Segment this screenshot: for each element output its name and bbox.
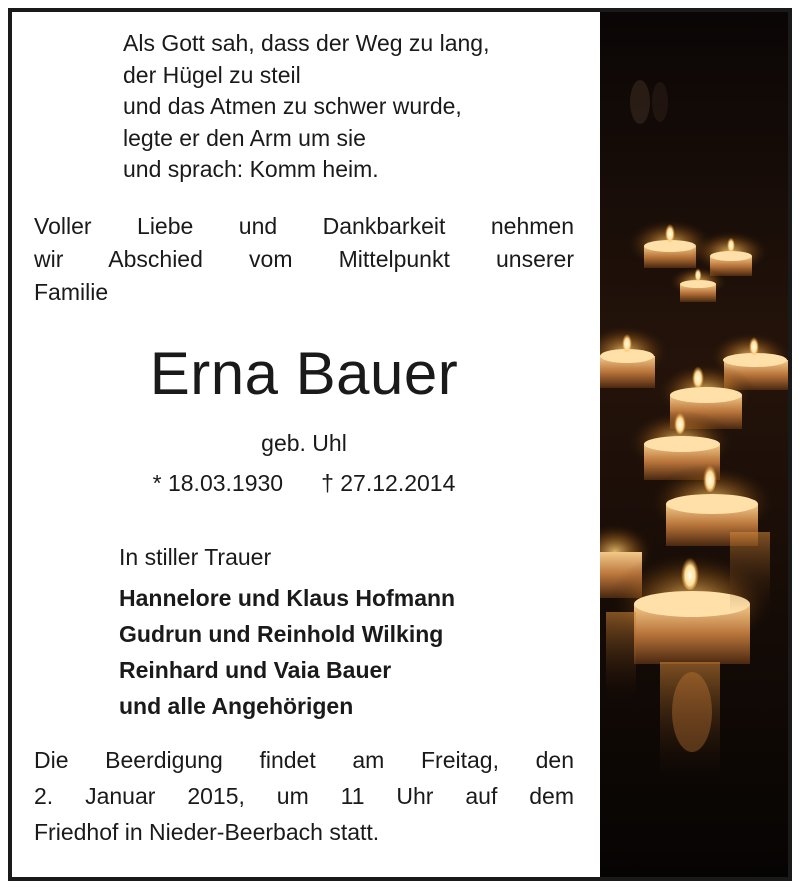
intro-text xyxy=(34,210,574,309)
poem-line: und sprach: Komm heim. xyxy=(123,156,379,182)
candles-image xyxy=(600,12,788,877)
deceased-name: Erna Bauer xyxy=(149,340,459,407)
family-member: Hannelore und Klaus Hofmann xyxy=(119,585,456,611)
poem-line: und das Atmen zu schwer wurde, xyxy=(123,93,462,119)
family-member: Reinhard und Vaia Bauer xyxy=(119,657,392,683)
funeral-line: Die Beerdigung findet am Freitag, den xyxy=(34,747,574,773)
candles-illustration xyxy=(600,12,788,877)
intro-line: Voller Liebe und Dankbarkeit nehmen xyxy=(34,213,574,239)
funeral-line: 2. Januar 2015, um 11 Uhr auf dem xyxy=(34,783,574,809)
life-dates xyxy=(34,468,574,498)
intro-line: wir Abschied vom Mittelpunkt unserer xyxy=(34,246,574,272)
obituary-notice xyxy=(8,8,792,881)
intro-line: Familie xyxy=(34,279,109,305)
poem-line: Als Gott sah, dass der Weg zu lang, xyxy=(123,30,490,56)
death-date: † 27.12.2014 xyxy=(321,470,456,496)
poem-line: der Hügel zu steil xyxy=(123,61,301,88)
poem xyxy=(123,28,593,186)
family-member: und alle Angehörigen xyxy=(119,693,354,719)
maiden-name: geb. Uhl xyxy=(261,430,347,456)
funeral-info xyxy=(34,742,574,850)
family-member: Gudrun und Reinhold Wilking xyxy=(119,621,444,647)
funeral-line: Friedhof in Nieder-Beerbach statt. xyxy=(34,819,380,845)
mourning-label: In stiller Trauer xyxy=(119,544,272,570)
poem-line: legte er den Arm um sie xyxy=(123,124,366,151)
birth-date: * 18.03.1930 xyxy=(152,470,284,496)
family-list xyxy=(119,580,455,724)
text-column xyxy=(12,12,600,877)
